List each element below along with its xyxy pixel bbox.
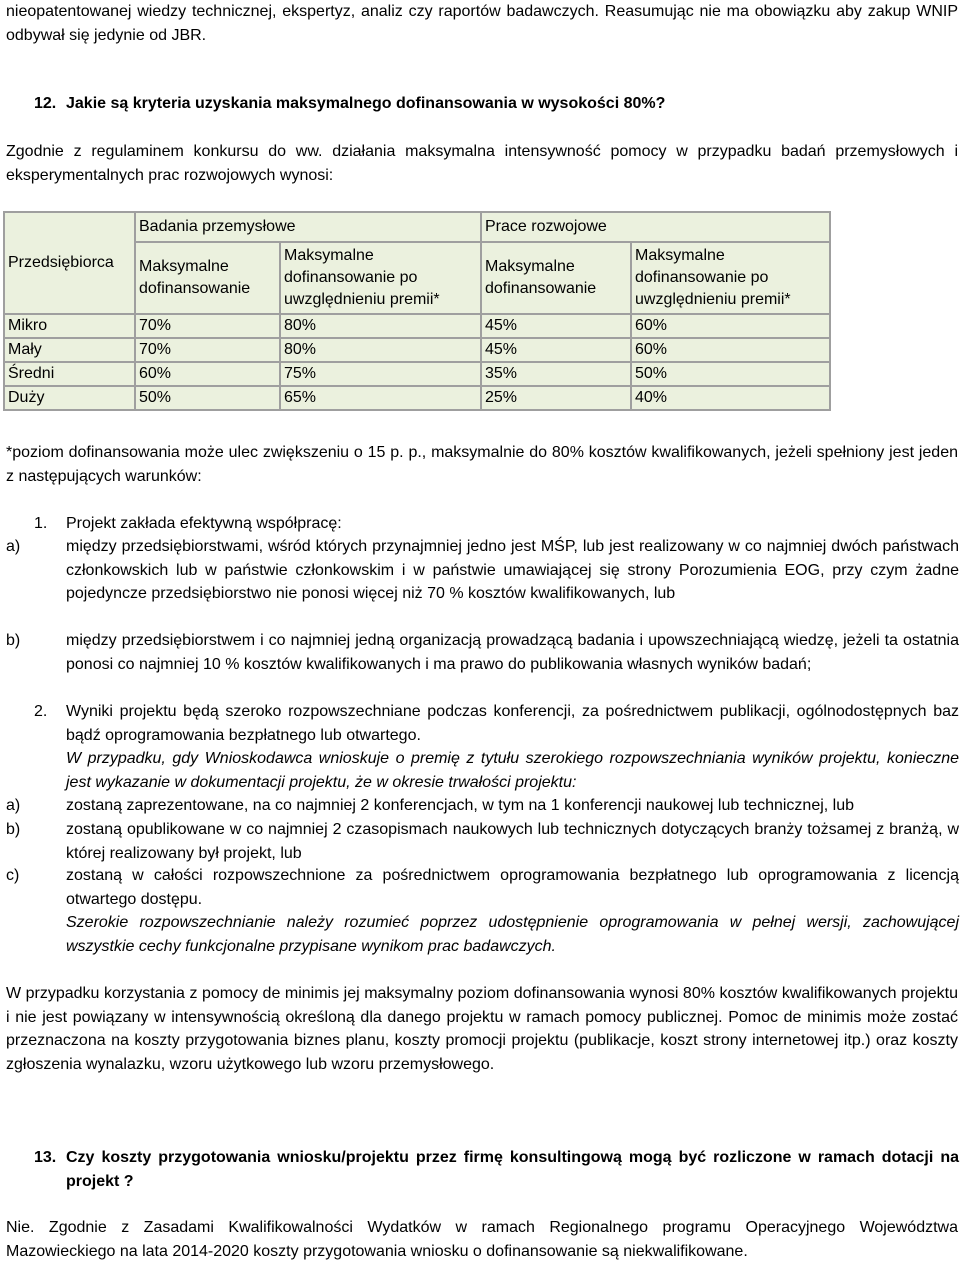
header-max-funding: Maksymalne dofinansowanie (135, 242, 280, 314)
cell-value: 70% (135, 338, 280, 362)
header-entity: Przedsiębiorca (4, 212, 135, 314)
premium-footnote: *poziom dofinansowania może ulec zwiększeniu o 15 p. p., maksymalnie do 80% kosztów kwalifikowanych, jeżeli spełniony jest jeden z następujących warunków: (6, 444, 958, 485)
condition-1b-text: między przedsiębiorstwem i co najmniej jedną organizacją prowadzącą badania i upowszechniającą wiedzę, jeżeli ta ostatnia ponosi co najmniej 10 % kosztów kwalifikowanych i ma prawo do publikowania własnych wyników badań; (66, 632, 959, 673)
header-max-funding-premium: Maksymalne dofinansowanie po uwzględnieniu premii* (631, 242, 830, 314)
table-row (4, 314, 830, 338)
condition-2a-label: a) (6, 797, 21, 814)
condition-2-text: Wyniki projektu będą szeroko rozpowszechniane podczas konferencji, za pośrednictwem publikacji, ogólnodostępnych baz bądź oprogramowania bezpłatnego lub otwartego. (66, 703, 959, 744)
condition-1a-text: między przedsiębiorstwami, wśród których przynajmniej jedno jest MŚP, lub jest realizowany w co najmniej dwóch państwach członkowskich lub w państwie członkowskim i w państwie umawiającej się strony Porozumienia EOG, przy czym żadne pojedyncze przedsiębiorstwo nie ponosi więcej niż 70 % kosztów kwalifikowanych, lub (66, 538, 959, 602)
question-13-heading: Czy koszty przygotowania wniosku/projektu przez firmę konsultingową mogą być rozliczone w ramach dotacji na projekt ? (66, 1149, 959, 1190)
row-entity: Duży (4, 386, 135, 410)
question-13-answer: Nie. Zgodnie z Zasadami Kwalifikowalności Wydatków w ramach Regionalnego programu Operacyjnego Województwa Mazowieckiego na lata 2014-2020 koszty przygotowania wniosku o dofinansowanie są niekwalifikowane. (6, 1219, 958, 1260)
table-row (4, 338, 830, 362)
cell-value: 50% (631, 362, 830, 386)
header-max-funding: Maksymalne dofinansowanie (481, 242, 631, 314)
condition-2b-text: zostaną opublikowane w co najmniej 2 czasopismach naukowych lub technicznych dotyczących branży tożsamej z branżą, w której realizowany był projekt, lub (66, 821, 959, 862)
funding-intensity-table (3, 211, 831, 411)
condition-1b-label: b) (6, 632, 21, 649)
header-max-funding-premium: Maksymalne dofinansowanie po uwzględnieniu premii* (280, 242, 481, 314)
table-header-row (4, 212, 830, 242)
question-12-number: 12. (34, 95, 57, 112)
cell-value: 80% (280, 338, 481, 362)
condition-1-text: Projekt zakłada efektywną współpracę: (66, 515, 342, 532)
condition-1a-label: a) (6, 538, 21, 555)
cell-value: 80% (280, 314, 481, 338)
condition-2c-label: c) (6, 867, 20, 884)
condition-2b-label: b) (6, 821, 21, 838)
cell-value: 60% (631, 314, 830, 338)
cell-value: 45% (481, 314, 631, 338)
row-entity: Mały (4, 338, 135, 362)
condition-2-italic-note-2: Szerokie rozpowszechnianie należy rozumieć poprzez udostępnienie oprogramowania w pełnej wersji, zachowującej wszystkie cechy funkcjonalne przypisane wynikom prac badawczych. (66, 914, 959, 955)
question-12-answer-intro: Zgodnie z regulaminem konkursu do ww. działania maksymalna intensywność pomocy w przypadku badań przemysłowych i eksperymentalnych prac rozwojowych wynosi: (6, 143, 958, 184)
cell-value: 35% (481, 362, 631, 386)
intro-paragraph: nieopatentowanej wiedzy technicznej, ekspertyz, analiz czy raportów badawczych. Reasumując nie ma obowiązku aby zakup WNIP odbywał się jedynie od JBR. (6, 3, 958, 44)
question-13-number: 13. (34, 1149, 57, 1166)
condition-2-number: 2. (34, 703, 48, 720)
cell-value: 45% (481, 338, 631, 362)
cell-value: 65% (280, 386, 481, 410)
condition-2a-text: zostaną zaprezentowane, na co najmniej 2 konferencjach, w tym na 1 konferencji naukowej lub technicznej, lub (66, 797, 855, 814)
condition-1-number: 1. (34, 515, 48, 532)
de-minimis-paragraph: W przypadku korzystania z pomocy de minimis jej maksymalny poziom dofinansowania wynosi 80% kosztów kwalifikowanych projektu i nie jest powiązany w intensywnością określoną dla danego projektu w ramach pomocy publicznej. Pomoc de minimis może zostać przeznaczona na koszty przygotowania biznes planu, koszty promocji projektu (publikacje, koszt strony internetowej itp.) oraz koszty zgłoszenia wynalazku, wzoru użytkowego lub wzoru przemysłowego. (6, 985, 958, 1073)
question-12-heading: Jakie są kryteria uzyskania maksymalnego dofinansowania w wysokości 80%? (66, 95, 666, 112)
cell-value: 60% (135, 362, 280, 386)
cell-value: 25% (481, 386, 631, 410)
header-group-industrial-research: Badania przemysłowe (135, 212, 481, 242)
cell-value: 60% (631, 338, 830, 362)
table-row (4, 362, 830, 386)
cell-value: 70% (135, 314, 280, 338)
condition-2-italic-note: W przypadku, gdy Wnioskodawca wnioskuje o premię z tytułu szerokiego rozpowszechniania wyników projektu, konieczne jest wykazanie w dokumentacji projektu, że w okresie trwałości projektu: (66, 750, 959, 791)
header-group-development-works: Prace rozwojowe (481, 212, 830, 242)
row-entity: Średni (4, 362, 135, 386)
row-entity: Mikro (4, 314, 135, 338)
cell-value: 50% (135, 386, 280, 410)
cell-value: 40% (631, 386, 830, 410)
condition-2c-text: zostaną w całości rozpowszechnione za pośrednictwem oprogramowania bezpłatnego lub oprogramowania z licencją otwartego dostępu. (66, 867, 959, 908)
table-row (4, 386, 830, 410)
cell-value: 75% (280, 362, 481, 386)
